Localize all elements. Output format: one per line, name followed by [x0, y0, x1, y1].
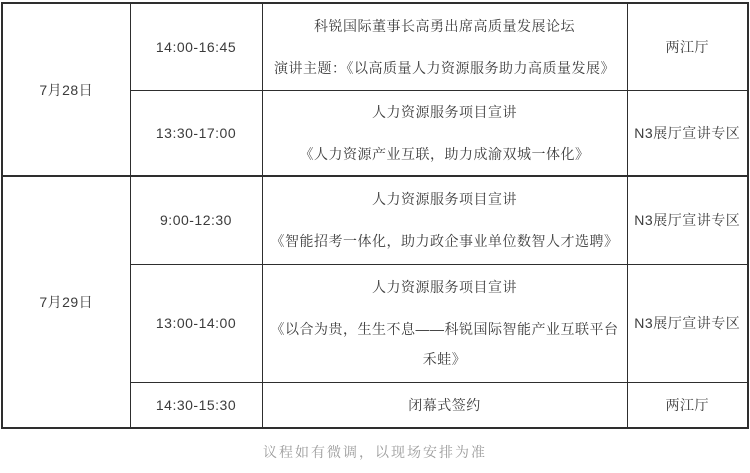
location-label: N3展厅宣讲专区: [634, 124, 741, 141]
session-subtitle: 《人力资源产业互联，助力成渝双城一体化》: [299, 145, 590, 162]
session-subtitle: 演讲主题：《以高质量人力资源服务助力高质量发展》: [274, 59, 615, 76]
time-cell: [130, 264, 262, 382]
location-cell: [627, 176, 748, 264]
description-cell: [262, 382, 627, 428]
time-cell: [130, 90, 262, 176]
description-cell: [262, 176, 627, 264]
session-title: 科锐国际董事长高勇出席高质量发展论坛: [314, 17, 575, 34]
location-label: N3展厅宣讲专区: [634, 212, 741, 229]
description-cell: [262, 3, 627, 90]
location-label: 两江厅: [665, 38, 709, 55]
session-title: 闭幕式签约: [408, 396, 481, 413]
session-title: 人力资源服务项目宣讲: [372, 279, 517, 295]
session-subtitle: 《以合为贵，生生不息——科锐国际智能产业互联平台禾蛙》: [270, 321, 619, 367]
date-label: 7月29日: [39, 294, 94, 310]
description-cell: [262, 90, 627, 176]
time-cell: [130, 382, 262, 428]
time-label: 13:30-17:00: [155, 124, 237, 141]
location-cell: [627, 90, 748, 176]
date-cell-jul28: [2, 3, 130, 176]
location-label: 两江厅: [665, 396, 709, 413]
agenda-page: [0, 2, 750, 473]
date-label: 7月28日: [39, 81, 94, 98]
time-cell: [130, 176, 262, 264]
time-label: 9:00-12:30: [160, 212, 232, 229]
session-subtitle: 《智能招考一体化，助力政企事业单位数智人才选聘》: [270, 233, 619, 250]
session-title: 人力资源服务项目宣讲: [372, 191, 517, 208]
footer-note: 议程如有微调，以现场安排为准: [263, 444, 487, 460]
location-cell: [627, 264, 748, 382]
location-cell: [627, 3, 748, 90]
location-cell: [627, 382, 748, 428]
date-cell-jul29: [2, 176, 130, 428]
time-label: 13:00-14:00: [155, 315, 237, 331]
time-label: 14:30-15:30: [155, 396, 237, 413]
description-cell: [262, 264, 627, 382]
session-title: 人力资源服务项目宣讲: [372, 103, 517, 120]
time-cell: [130, 3, 262, 90]
location-label: N3展厅宣讲专区: [634, 315, 741, 331]
agenda-table: [1, 2, 749, 429]
time-label: 14:00-16:45: [155, 38, 237, 55]
